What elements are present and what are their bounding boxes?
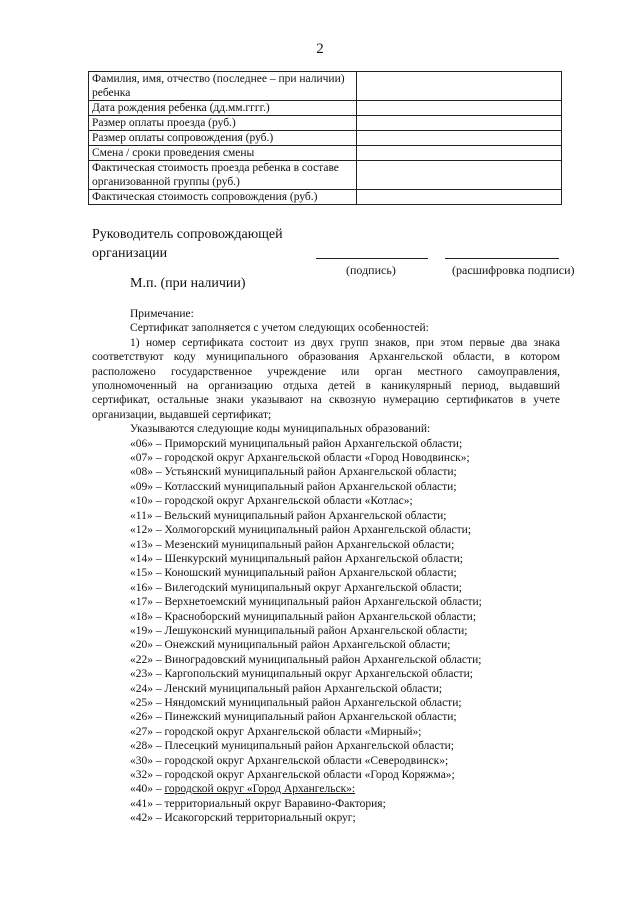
- code-number: «40» –: [130, 783, 165, 796]
- notes-title: Примечание:: [130, 308, 194, 320]
- code-number: «07» –: [130, 452, 165, 465]
- list-item: [92, 552, 560, 566]
- code-number: «30» –: [130, 754, 165, 767]
- table-row-label: Фактическая стоимость сопровождения (руб.): [89, 190, 357, 205]
- table-row-value: [357, 72, 562, 101]
- table-row: [89, 161, 562, 190]
- table-row: [89, 190, 562, 205]
- municipality-name: Пинежский муниципальный район Архангельской области;: [164, 711, 457, 724]
- table-row-value: [357, 101, 562, 116]
- code-number: «11» –: [130, 509, 165, 522]
- code-number: «24» –: [130, 682, 165, 695]
- notes-intro: Сертификат заполняется с учетом следующих особенностей:: [130, 322, 429, 335]
- list-item: [92, 739, 560, 753]
- code-number: «32» –: [130, 769, 165, 781]
- decoding-caption: (расшифровка подписи): [452, 263, 575, 277]
- code-number: «26» –: [130, 711, 165, 724]
- municipality-name: Котласский муниципальный район Архангельской области;: [164, 480, 457, 493]
- municipality-name: городской округ Архангельской области «Северодвинск»;: [164, 754, 449, 767]
- list-item: [92, 682, 560, 696]
- table-row: [89, 101, 562, 116]
- code-number: «22» –: [130, 653, 165, 666]
- list-item: [92, 624, 560, 638]
- code-number: «27» –: [130, 725, 165, 738]
- municipality-name: Шенкурский муниципальный район Архангельской области;: [164, 552, 463, 565]
- list-item: [92, 523, 560, 537]
- list-item: [92, 581, 560, 595]
- municipality-name: Виноградовский муниципальный район Архангельской области;: [164, 653, 482, 666]
- list-item: [92, 610, 560, 624]
- municipality-name: Коношский муниципальный район Архангельской области;: [164, 567, 457, 580]
- municipality-name: Исакогорский территориальный округ;: [164, 812, 356, 825]
- list-item: [92, 465, 560, 479]
- list-item: [92, 538, 560, 552]
- notes-section: [92, 307, 560, 826]
- municipality-name: Вилегодский муниципальный округ Архангельской области;: [164, 581, 463, 594]
- code-number: «12» –: [130, 524, 165, 537]
- table-row-label: Фамилия, имя, отчество (последнее – при наличии) ребенка: [89, 72, 357, 101]
- list-item: [92, 696, 560, 710]
- decoding-line: [445, 258, 559, 259]
- code-number: «19» –: [130, 624, 165, 637]
- code-number: «15» –: [130, 567, 165, 580]
- list-item: [92, 725, 560, 739]
- municipality-name: Верхнетоемский муниципальный район Архангельской области;: [164, 596, 482, 609]
- municipality-name: Вельский муниципальный район Архангельской области;: [164, 509, 447, 522]
- municipality-name: городской округ Архангельской области «Город Коряжма»;: [164, 769, 455, 781]
- table-row-value: [357, 146, 562, 161]
- municipality-name: городской округ «Город Архангельск»:: [164, 783, 356, 796]
- municipality-name: Ленский муниципальный район Архангельской области;: [164, 682, 443, 695]
- list-item: [92, 566, 560, 580]
- code-number: «41» –: [130, 797, 165, 810]
- table-row-value: [357, 161, 562, 190]
- list-item: [92, 437, 560, 451]
- municipality-name: территориальный округ Варавино-Фактория;: [164, 797, 386, 810]
- code-number: «20» –: [130, 639, 165, 652]
- list-item: [92, 451, 560, 465]
- stamp-note: М.п. (при наличии): [130, 276, 246, 291]
- table-row-value: [357, 190, 562, 205]
- head-title-line2: организации: [92, 246, 168, 261]
- table-row: [89, 131, 562, 146]
- list-item: [92, 797, 560, 811]
- code-number: «10» –: [130, 495, 165, 508]
- code-number: «18» –: [130, 610, 165, 623]
- signature-caption: (подпись): [346, 263, 396, 277]
- signature-line: [316, 258, 428, 259]
- code-number: «09» –: [130, 480, 165, 493]
- list-item: [92, 638, 560, 652]
- code-number: «14» –: [130, 552, 165, 565]
- table-row-label: Фактическая стоимость проезда ребенка в составе организованной группы (руб.): [89, 161, 357, 190]
- municipality-name: Онежский муниципальный район Архангельской области;: [164, 639, 451, 652]
- table-row-label: Дата рождения ребенка (дд.мм.гггг.): [89, 101, 357, 116]
- municipality-name: Няндомский муниципальный район Архангельской области;: [164, 696, 462, 709]
- municipality-name: Красноборский муниципальный район Архангельской области;: [164, 610, 477, 623]
- table-row-value: [357, 116, 562, 131]
- list-item: [92, 768, 560, 782]
- code-number: «25» –: [130, 696, 165, 709]
- head-title: [92, 225, 283, 263]
- notes-item-1: 1) номер сертификата состоит из двух групп знаков, при этом первые два знака соответствуют коду муниципального образования Архангельской области, в котором расположено государственное учреждение или орган местного самоуправления, уполномоченный на организацию отдыха детей в каникулярный период, выдавший сертификат, остальные знаки указывают на сквозную нумерацию сертификатов в учете организации, выдавшей сертификат;: [92, 336, 560, 421]
- list-item: [92, 667, 560, 681]
- municipality-name: городской округ Архангельской области «Город Новодвинск»;: [164, 452, 470, 465]
- municipality-name: Мезенский муниципальный район Архангельской области;: [164, 538, 455, 551]
- municipality-name: Холмогорский муниципальный район Архангельской области;: [164, 524, 472, 537]
- page-number: 2: [316, 41, 324, 57]
- code-number: «42» –: [130, 812, 165, 825]
- code-number: «28» –: [130, 740, 165, 753]
- code-number: «23» –: [130, 668, 165, 681]
- codes-list: [92, 437, 560, 826]
- head-title-line1: Руководитель сопровождающей: [92, 227, 283, 242]
- code-number: «16» –: [130, 581, 165, 594]
- list-item: [92, 480, 560, 494]
- table-row: [89, 146, 562, 161]
- table-row: [89, 72, 562, 101]
- list-item: [92, 710, 560, 724]
- table-row: [89, 116, 562, 131]
- code-number: «17» –: [130, 596, 165, 609]
- municipality-name: Приморский муниципальный район Архангельской области;: [164, 437, 463, 450]
- code-number: «06» –: [130, 437, 165, 450]
- municipality-name: Лешуконский муниципальный район Архангельской области;: [164, 624, 468, 637]
- municipality-name: Плесецкий муниципальный район Архангельской области;: [164, 740, 454, 753]
- table-row-label: Смена / сроки проведения смены: [89, 146, 357, 161]
- table-row-label: Размер оплаты проезда (руб.): [89, 116, 357, 131]
- list-item: [92, 754, 560, 768]
- list-item: [92, 595, 560, 609]
- list-item: [92, 653, 560, 667]
- table-row-value: [357, 131, 562, 146]
- table-row-label: Размер оплаты сопровождения (руб.): [89, 131, 357, 146]
- municipality-name: Устьянский муниципальный район Архангельской области;: [164, 466, 457, 479]
- code-number: «08» –: [130, 466, 165, 479]
- list-item: [92, 811, 560, 825]
- certificate-table: [88, 71, 562, 205]
- municipality-name: городской округ Архангельской области «Мирный»;: [164, 725, 422, 738]
- code-number: «13» –: [130, 538, 165, 551]
- list-item: [92, 782, 560, 796]
- municipality-name: городской округ Архангельской области «Котлас»;: [164, 495, 413, 508]
- list-item: [92, 509, 560, 523]
- codes-intro: Указываются следующие коды муниципальных образований:: [130, 423, 431, 436]
- municipality-name: Каргопольский муниципальный округ Архангельской области;: [164, 668, 473, 681]
- list-item: [92, 494, 560, 508]
